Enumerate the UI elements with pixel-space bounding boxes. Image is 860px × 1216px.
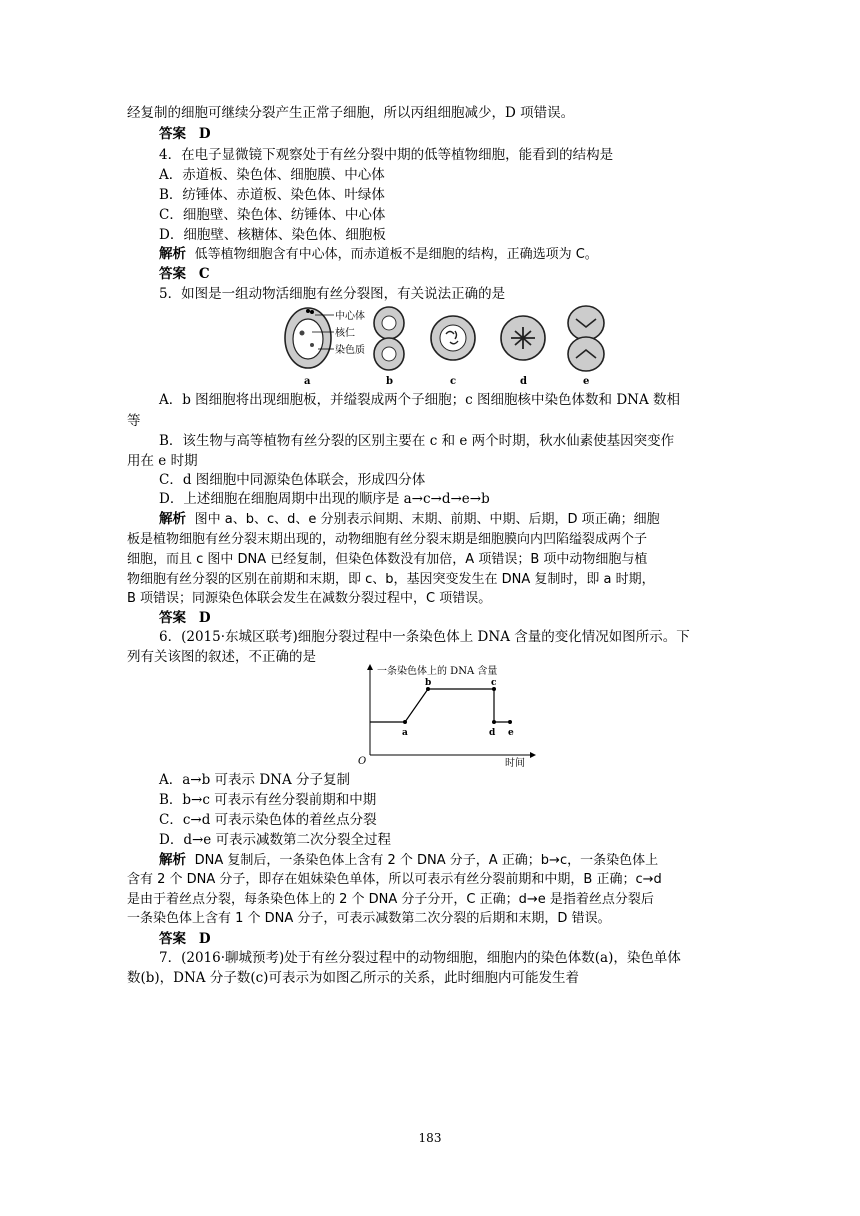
explanation-text: 板是植物细胞有丝分裂末期出现的，动物细胞有丝分裂末期是细胞膜向内凹陷缢裂成两个子: [127, 532, 648, 547]
graph-point-d: d: [489, 728, 496, 738]
explanation-text: DNA 复制后，一条染色体上含有 2 个 DNA 分子，A 正确；b→c，一条染色体上: [194, 853, 659, 868]
answer-line: [159, 608, 211, 628]
graph-curve: [370, 689, 510, 722]
cell-c: [431, 316, 475, 360]
q5-option-b: B．该生物与高等植物有丝分裂的区别主要在 c 和 e 两个时期，秋水仙素使基因突变作: [159, 433, 675, 449]
graph-point-b: b: [425, 678, 432, 688]
cell-letter-b: b: [386, 376, 393, 387]
answer-value: D: [198, 126, 211, 142]
explanation-text: 图中 a、b、c、d、e 分别表示间期、末期、前期、中期、后期，D 项正确；细胞: [194, 512, 660, 527]
answer-line: [159, 124, 211, 144]
explanation-text: 低等植物细胞含有中心体，而赤道板不是细胞的结构，正确选项为 C。: [194, 247, 598, 262]
page-number: 183: [418, 1131, 442, 1145]
graph-point-c: c: [491, 678, 497, 688]
question-7-stem: 7．(2016·聊城预考)处于有丝分裂过程中的动物细胞，细胞内的染色体数(a)，染色单体: [159, 950, 681, 966]
q6-option-c: C．c→d 可表示染色体的着丝点分裂: [159, 812, 377, 828]
q4-option-a: A．赤道板、染色体、细胞膜、中心体: [159, 167, 385, 183]
question-6-stem: 6．(2015·东城区联考)细胞分裂过程中一条染色体上 DNA 含量的变化情况如图所示。下: [159, 629, 690, 645]
question-7-stem-cont: 数(b)，DNA 分子数(c)可表示为如图乙所示的关系，此时细胞内可能发生着: [127, 970, 579, 986]
q6-option-a: A．a→b 可表示 DNA 分子复制: [159, 772, 351, 788]
explanation-text: 物细胞有丝分裂的区别在前期和末期，即 c、b，基因突变发生在 DNA 复制时，即 a 时期，: [127, 572, 655, 587]
cell-a: [285, 308, 331, 368]
answer-line: [159, 264, 210, 284]
figure-label-nucleolus: 核仁: [335, 328, 355, 339]
answer-label: 答案: [159, 931, 186, 947]
q5-option-b-cont: 用在 e 时期: [127, 453, 198, 469]
q6-option-d: D．d→e 可表示减数第二次分裂全过程: [159, 832, 392, 848]
cell-e: [568, 306, 604, 371]
q5-option-d: D．上述细胞在细胞周期中出现的顺序是 a→c→d→e→b: [159, 491, 490, 507]
q4-option-c: C．细胞壁、染色体、纺锤体、中心体: [159, 207, 386, 223]
graph-point-e: e: [508, 728, 514, 738]
answer-label: 答案: [159, 126, 186, 142]
cell-b: [374, 307, 404, 370]
answer-value: D: [198, 931, 211, 947]
cell-letter-a: a: [304, 376, 311, 387]
q4-option-b: B．纺锤体、赤道板、染色体、叶绿体: [159, 187, 385, 203]
q4-option-d: D．细胞壁、核糖体、染色体、细胞板: [159, 227, 386, 243]
answer-label: 答案: [159, 266, 186, 282]
cell-letter-c: c: [450, 376, 457, 387]
figure-label-chromatin: 染色质: [335, 345, 365, 356]
q5-option-a-cont: 等: [127, 413, 141, 429]
question-6-stem-cont: 列有关该图的叙述，不正确的是: [127, 649, 316, 665]
q6-option-b: B．b→c 可表示有丝分裂前期和中期: [159, 792, 377, 808]
explanation-label: 解析: [159, 246, 186, 262]
graph-point-a: a: [402, 728, 408, 738]
q5-explanation: [159, 509, 660, 530]
cell-letter-e: e: [583, 376, 590, 387]
explanation-text: 细胞，而且 c 图中 DNA 已经复制，但染色体数没有加倍，A 项错误；B 项中动物细胞与植: [127, 552, 648, 567]
graph-x-label: 时间: [505, 758, 525, 769]
q5-option-c: C．d 图细胞中同源染色体联会，形成四分体: [159, 472, 426, 488]
figure-label-centrosome: 中心体: [335, 311, 365, 322]
explanation-text: 是由于着丝点分裂，每条染色体上的 2 个 DNA 分子分开，C 正确；d→e 是指着丝点分裂后: [127, 892, 654, 907]
explanation-text: 含有 2 个 DNA 分子，即存在姐妹染色单体，所以可表示有丝分裂前期和中期，B 正确；c→d: [127, 872, 662, 887]
cell-d: [501, 316, 545, 360]
explanation-text: 一条染色体上含有 1 个 DNA 分子，可表示减数第二次分裂的后期和末期，D 错误。: [127, 911, 611, 926]
graph-y-label: 一条染色体上的 DNA 含量: [377, 666, 498, 677]
question-5-stem: 5．如图是一组动物活细胞有丝分裂图，有关说法正确的是: [159, 286, 506, 302]
graph-origin: O: [358, 756, 367, 767]
explanation-text: B 项错误；同源染色体联会发生在减数分裂过程中，C 项错误。: [127, 591, 492, 606]
explanation-label: 解析: [159, 511, 186, 527]
q6-explanation: [159, 850, 658, 871]
question-4-stem: 4．在电子显微镜下观察处于有丝分裂中期的低等植物细胞，能看到的结构是: [159, 147, 614, 163]
cell-letter-d: d: [520, 376, 527, 387]
q5-option-a: A．b 图细胞将出现细胞板，并缢裂成两个子细胞；c 图细胞核中染色体数和 DNA 数相: [159, 392, 681, 408]
answer-value: C: [198, 266, 210, 282]
dna-content-graph: [355, 660, 545, 770]
answer-value: D: [198, 610, 211, 626]
answer-label: 答案: [159, 610, 186, 626]
explanation-label: 解析: [159, 852, 186, 868]
text-line: 经复制的细胞可继续分裂产生正常子细胞，所以丙组细胞减少，D 项错误。: [127, 105, 575, 121]
cell-division-figure: [282, 303, 612, 389]
q4-explanation: [159, 244, 598, 265]
answer-line: [159, 929, 211, 949]
